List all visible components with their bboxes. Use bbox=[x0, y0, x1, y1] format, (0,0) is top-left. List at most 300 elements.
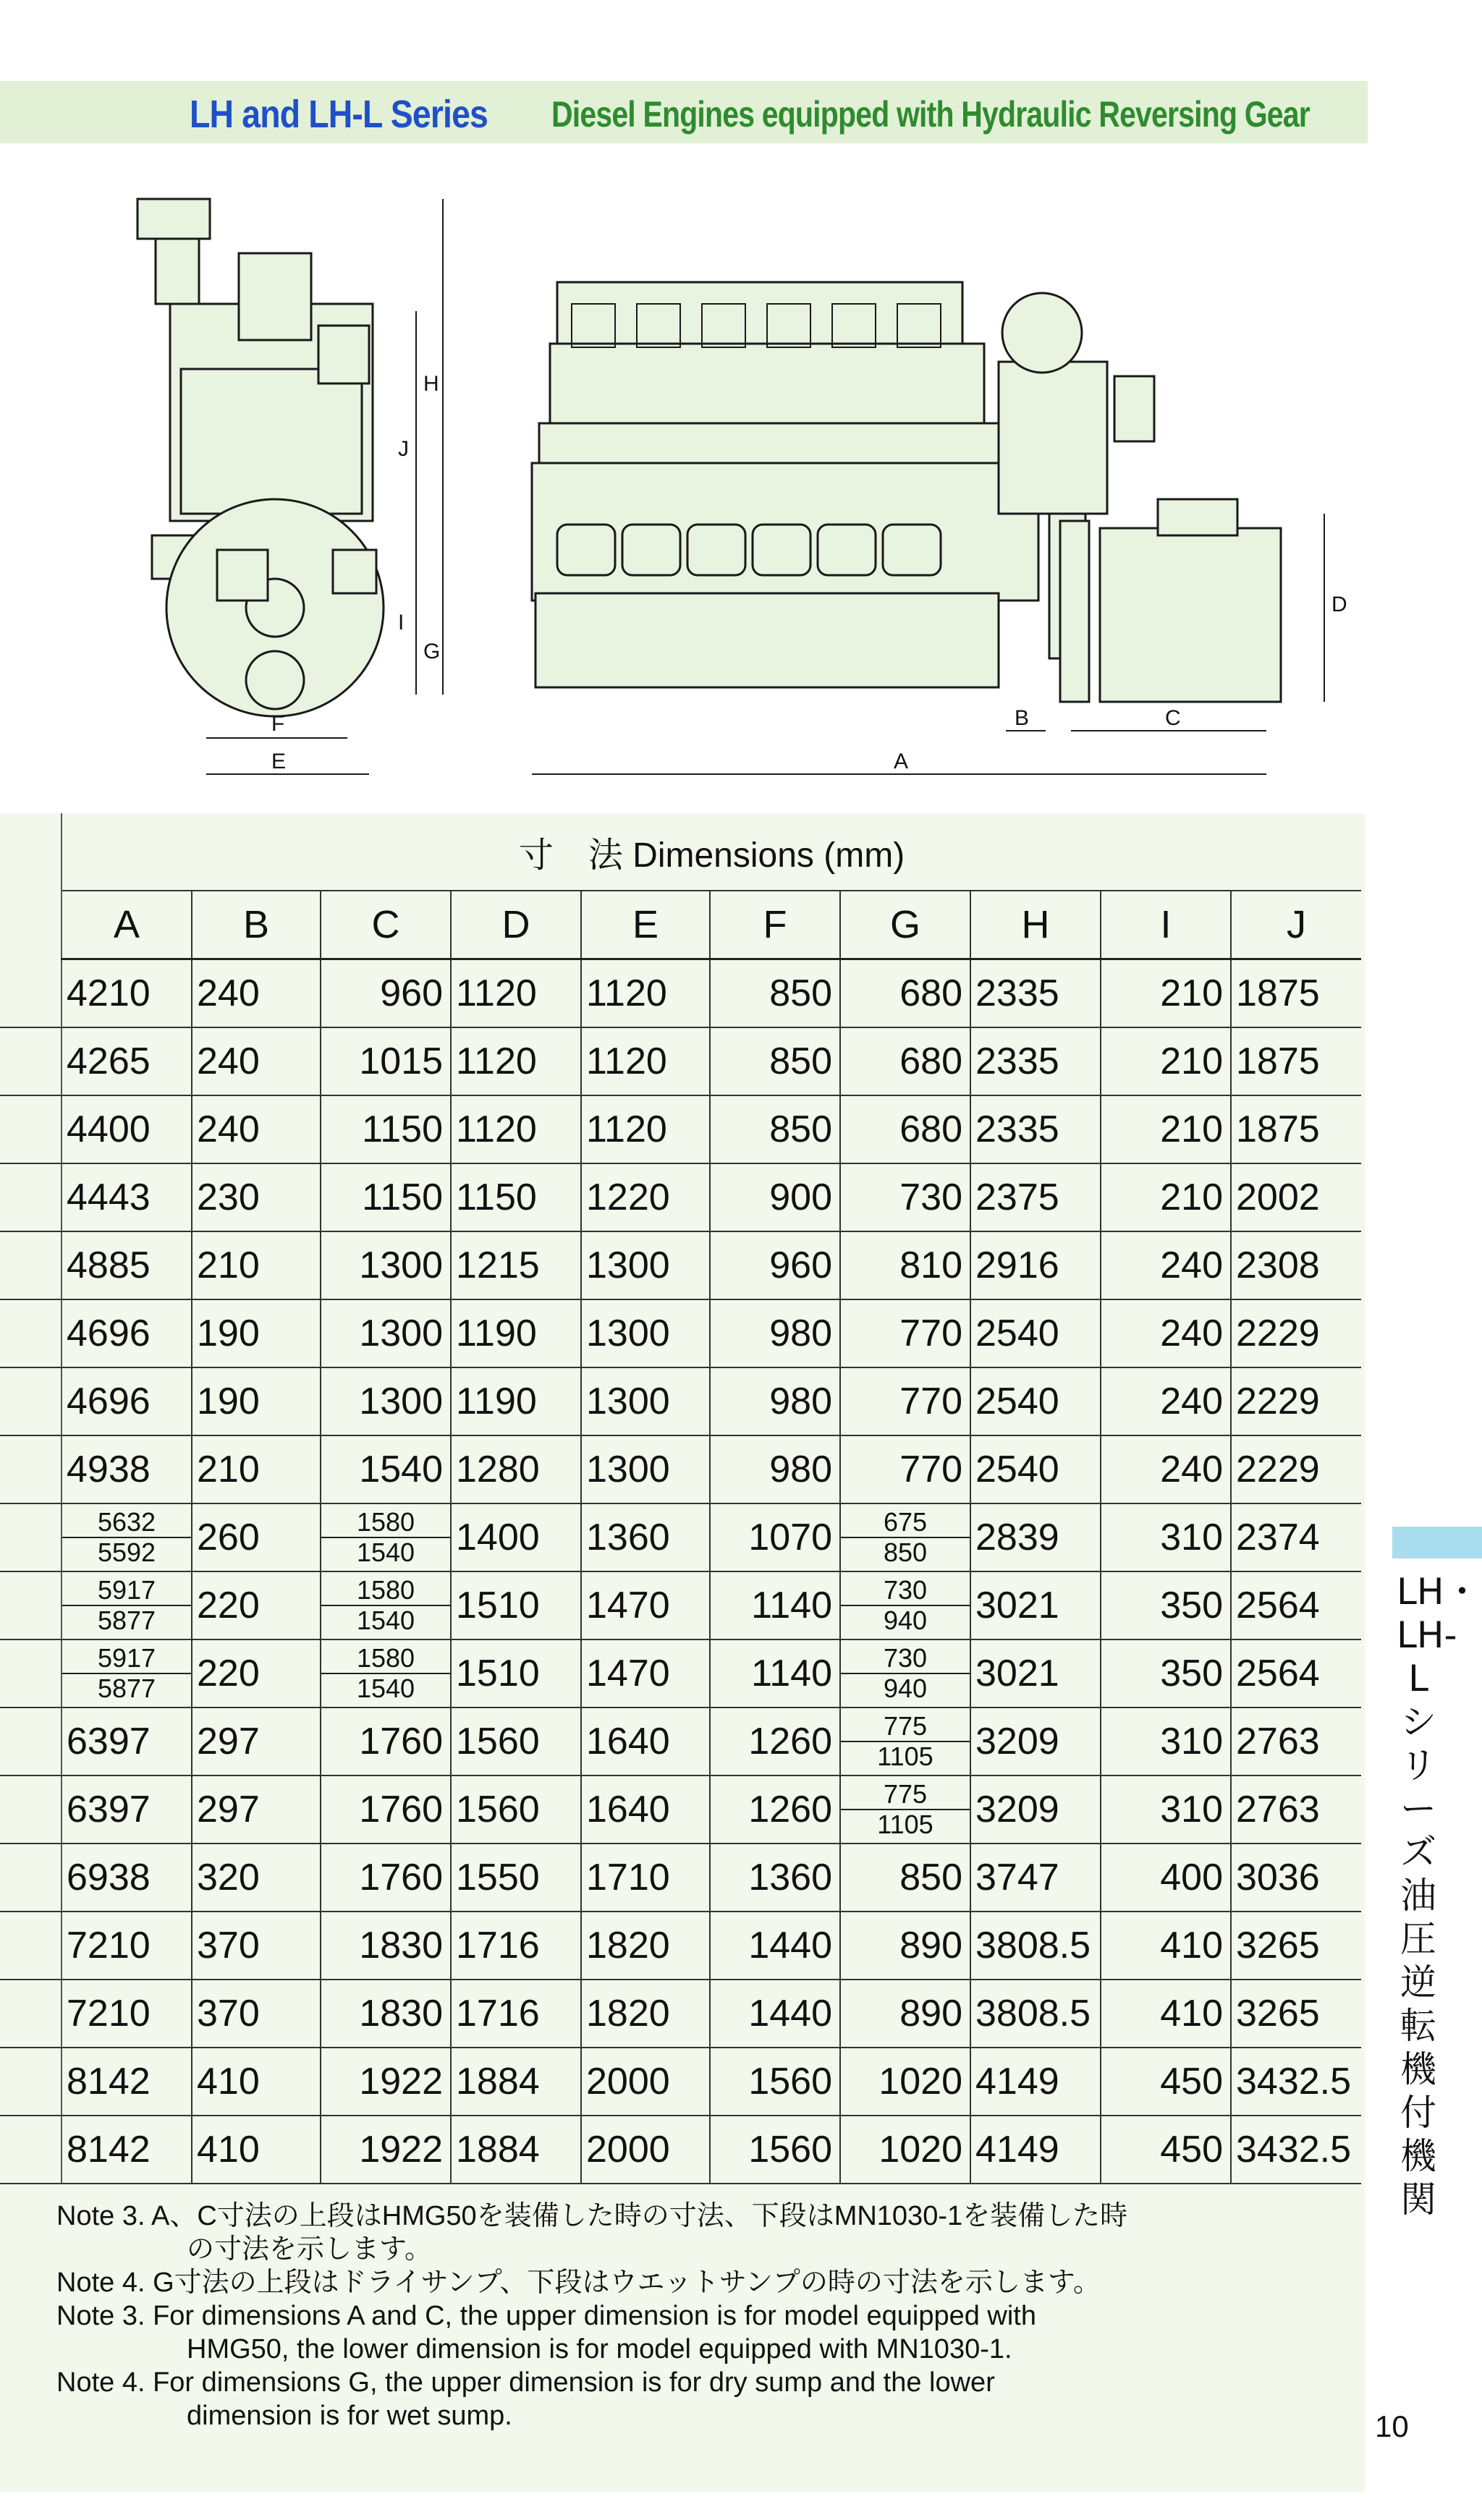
cell-i bbox=[1101, 1912, 1231, 1980]
note-3-ja-line-1: Note 3. A、C寸法の上段はHMG50を装備した時の寸法、下段はMN1030-1を装備した時 bbox=[56, 2201, 1128, 2231]
cell-d bbox=[451, 1980, 581, 2048]
cell-value: 8142 bbox=[67, 2129, 151, 2171]
cell-value: 310 bbox=[1160, 1721, 1223, 1762]
cell-value: 960 bbox=[380, 972, 443, 1014]
cell-value: 240 bbox=[197, 972, 260, 1014]
cell-h bbox=[970, 1980, 1101, 2048]
cell-b bbox=[192, 1299, 321, 1367]
cell-f bbox=[710, 1776, 840, 1844]
cell-b bbox=[192, 959, 321, 1028]
cell-h bbox=[970, 1844, 1101, 1912]
cell-value: 850 bbox=[899, 1857, 962, 1899]
table-row bbox=[0, 1503, 1361, 1571]
cell-f bbox=[710, 1163, 840, 1231]
cell-a bbox=[62, 1844, 192, 1912]
cell-c bbox=[321, 1231, 451, 1299]
cell-g bbox=[840, 1912, 970, 1980]
cell-value: 210 bbox=[1160, 1176, 1223, 1218]
cell-value: 1470 bbox=[586, 1653, 670, 1694]
cell-value: 980 bbox=[769, 1312, 832, 1354]
cell-value: 2763 bbox=[1236, 1789, 1320, 1830]
cell-e bbox=[581, 959, 710, 1028]
cell-value: 680 bbox=[899, 972, 962, 1014]
cell-d bbox=[451, 2116, 581, 2184]
cell-c bbox=[321, 1776, 451, 1844]
cell-c bbox=[321, 2116, 451, 2184]
row-side-cell bbox=[0, 1707, 62, 1776]
cell-lower-value: 940 bbox=[883, 1605, 928, 1635]
cell-e bbox=[581, 1435, 710, 1503]
cell-value: 2540 bbox=[975, 1380, 1059, 1422]
front-view-engine bbox=[137, 199, 384, 716]
cell-value: 410 bbox=[1160, 1925, 1223, 1967]
cell-e bbox=[581, 1027, 710, 1095]
table-row bbox=[0, 1095, 1361, 1163]
cell-j bbox=[1231, 1027, 1361, 1095]
cell-value: 1820 bbox=[586, 1993, 670, 2035]
page-title bbox=[190, 85, 1310, 143]
cell-value: 2229 bbox=[1236, 1312, 1320, 1354]
cell-a bbox=[62, 1299, 192, 1367]
cell-f bbox=[710, 1435, 840, 1503]
cell-d bbox=[451, 1639, 581, 1707]
cell-value: 4400 bbox=[67, 1108, 151, 1150]
cell-a bbox=[62, 1639, 192, 1707]
cell-value: 980 bbox=[769, 1448, 832, 1490]
cell-lower-value: 1105 bbox=[877, 1810, 933, 1839]
cell-value: 1560 bbox=[748, 2129, 832, 2171]
cell-c bbox=[321, 1367, 451, 1435]
cell-g bbox=[840, 1776, 970, 1844]
dim-label-g: G bbox=[423, 640, 441, 663]
cell-c bbox=[321, 959, 451, 1028]
row-side-cell bbox=[0, 1776, 62, 1844]
cell-upper-value: 730 bbox=[841, 1644, 970, 1674]
note-3-en-line-2: HMG50, the lower dimension is for model equipped with MN1030-1. bbox=[187, 2334, 1012, 2364]
cell-upper-value: 1580 bbox=[321, 1644, 450, 1674]
cell-j bbox=[1231, 959, 1361, 1028]
cell-a bbox=[62, 1503, 192, 1571]
cell-i bbox=[1101, 1639, 1231, 1707]
cell-g bbox=[840, 1707, 970, 1776]
cell-f bbox=[710, 1980, 840, 2048]
cell-value: 1015 bbox=[359, 1040, 443, 1082]
cell-c bbox=[321, 1095, 451, 1163]
cell-d bbox=[451, 1095, 581, 1163]
row-side-cell bbox=[0, 1639, 62, 1707]
cell-value: 1070 bbox=[748, 1516, 832, 1558]
column-header-e: E bbox=[581, 891, 710, 959]
cell-e bbox=[581, 1163, 710, 1231]
table-side-cell bbox=[0, 813, 62, 959]
cell-e bbox=[581, 1912, 710, 1980]
cell-g bbox=[840, 2048, 970, 2116]
cell-value: 1440 bbox=[748, 1993, 832, 2035]
cell-value: 1190 bbox=[456, 1380, 537, 1422]
cell-value: 1550 bbox=[456, 1857, 540, 1899]
cell-value: 310 bbox=[1160, 1789, 1223, 1830]
cell-g bbox=[840, 1639, 970, 1707]
cell-value: 1875 bbox=[1236, 972, 1320, 1014]
cell-value: 6938 bbox=[67, 1857, 151, 1899]
cell-value: 4696 bbox=[67, 1312, 151, 1354]
cell-g bbox=[840, 2116, 970, 2184]
cell-value: 210 bbox=[197, 1448, 260, 1490]
cell-value: 2335 bbox=[975, 1040, 1059, 1082]
cell-value: 210 bbox=[1160, 1108, 1223, 1150]
cell-a bbox=[62, 1571, 192, 1639]
cell-value: 4149 bbox=[975, 2061, 1059, 2103]
cell-value: 1120 bbox=[456, 1040, 537, 1082]
cell-i bbox=[1101, 1435, 1231, 1503]
cell-b bbox=[192, 1367, 321, 1435]
cell-g bbox=[840, 1027, 970, 1095]
cell-value: 1830 bbox=[359, 1925, 443, 1967]
cell-upper-value: 1580 bbox=[321, 1576, 450, 1606]
cell-value: 1220 bbox=[586, 1176, 670, 1218]
cell-d bbox=[451, 1707, 581, 1776]
cell-a bbox=[62, 1980, 192, 2048]
column-header-row bbox=[0, 891, 1361, 959]
cell-e bbox=[581, 1639, 710, 1707]
cell-value: 8142 bbox=[67, 2061, 151, 2103]
cell-value: 1540 bbox=[359, 1448, 443, 1490]
cell-value: 3432.5 bbox=[1236, 2061, 1352, 2103]
cell-value: 1150 bbox=[362, 1108, 443, 1150]
cell-j bbox=[1231, 1095, 1361, 1163]
cell-d bbox=[451, 1503, 581, 1571]
cell-i bbox=[1101, 959, 1231, 1028]
cell-j bbox=[1231, 1776, 1361, 1844]
cell-g bbox=[840, 1163, 970, 1231]
cell-value: 850 bbox=[769, 1108, 832, 1150]
cell-j bbox=[1231, 1367, 1361, 1435]
cell-value: 2335 bbox=[975, 1108, 1059, 1150]
cell-e bbox=[581, 2116, 710, 2184]
cell-value: 1875 bbox=[1236, 1108, 1320, 1150]
cell-h bbox=[970, 959, 1101, 1028]
cell-value: 1875 bbox=[1236, 1040, 1320, 1082]
table-row bbox=[0, 1163, 1361, 1231]
cell-g bbox=[840, 1367, 970, 1435]
cell-i bbox=[1101, 2116, 1231, 2184]
cell-value: 900 bbox=[769, 1176, 832, 1218]
cell-b bbox=[192, 1095, 321, 1163]
cell-value: 4696 bbox=[67, 1380, 151, 1422]
cell-upper-value: 5917 bbox=[62, 1576, 191, 1606]
cell-lower-value: 5877 bbox=[97, 1673, 156, 1703]
table-row bbox=[0, 1707, 1361, 1776]
cell-value: 1400 bbox=[456, 1516, 540, 1558]
cell-value: 210 bbox=[1160, 1040, 1223, 1082]
cell-c bbox=[321, 1980, 451, 2048]
cell-value: 190 bbox=[197, 1312, 260, 1354]
cell-i bbox=[1101, 1844, 1231, 1912]
cell-value: 4149 bbox=[975, 2129, 1059, 2171]
cell-a bbox=[62, 1231, 192, 1299]
cell-value: 3265 bbox=[1236, 1925, 1320, 1967]
cell-b bbox=[192, 1639, 321, 1707]
cell-h bbox=[970, 1707, 1101, 1776]
cell-value: 2375 bbox=[975, 1176, 1059, 1218]
row-side-cell bbox=[0, 1367, 62, 1435]
cell-f bbox=[710, 1299, 840, 1367]
cell-lower-value: 1105 bbox=[877, 1741, 933, 1771]
cell-value: 1640 bbox=[586, 1721, 670, 1762]
cell-b bbox=[192, 2116, 321, 2184]
cell-upper-value: 5632 bbox=[62, 1508, 191, 1538]
cell-value: 2763 bbox=[1236, 1721, 1320, 1762]
cell-j bbox=[1231, 1163, 1361, 1231]
cell-value: 7210 bbox=[67, 1925, 151, 1967]
cell-d bbox=[451, 2048, 581, 2116]
dim-label-h: H bbox=[423, 372, 439, 396]
cell-value: 450 bbox=[1160, 2061, 1223, 2103]
cell-value: 350 bbox=[1160, 1653, 1223, 1694]
cell-f bbox=[710, 1095, 840, 1163]
page-number: 10 bbox=[1375, 2409, 1409, 2443]
cell-a bbox=[62, 1912, 192, 1980]
table-row bbox=[0, 1844, 1361, 1912]
cell-value: 230 bbox=[197, 1176, 260, 1218]
cell-e bbox=[581, 1707, 710, 1776]
cell-value: 450 bbox=[1160, 2129, 1223, 2171]
cell-c bbox=[321, 1912, 451, 1980]
cell-lower-value: 1540 bbox=[356, 1673, 415, 1703]
cell-value: 220 bbox=[197, 1653, 260, 1694]
cell-e bbox=[581, 1844, 710, 1912]
cell-f bbox=[710, 2048, 840, 2116]
cell-value: 297 bbox=[197, 1721, 260, 1762]
cell-value: 2000 bbox=[586, 2061, 670, 2103]
cell-value: 1760 bbox=[359, 1789, 443, 1830]
cell-value: 210 bbox=[1160, 972, 1223, 1014]
cell-j bbox=[1231, 2116, 1361, 2184]
column-header-j: J bbox=[1231, 891, 1361, 959]
cell-value: 400 bbox=[1160, 1857, 1223, 1899]
cell-i bbox=[1101, 1299, 1231, 1367]
cell-a bbox=[62, 1163, 192, 1231]
cell-value: 7210 bbox=[67, 1993, 151, 2035]
row-side-cell bbox=[0, 1435, 62, 1503]
cell-value: 1560 bbox=[456, 1789, 540, 1830]
cell-value: 1820 bbox=[586, 1925, 670, 1967]
cell-lower-value: 1540 bbox=[356, 1537, 415, 1567]
cell-value: 850 bbox=[769, 1040, 832, 1082]
table-row bbox=[0, 1367, 1361, 1435]
note-4-ja: Note 4. G寸法の上段はドライサンプ、下段はウエットサンプの時の寸法を示します。 bbox=[56, 2267, 1101, 2298]
cell-value: 770 bbox=[899, 1380, 962, 1422]
cell-value: 240 bbox=[1160, 1312, 1223, 1354]
row-side-cell bbox=[0, 1844, 62, 1912]
cell-g bbox=[840, 1231, 970, 1299]
cell-b bbox=[192, 2048, 321, 2116]
cell-i bbox=[1101, 2048, 1231, 2116]
row-side-cell bbox=[0, 2048, 62, 2116]
cell-d bbox=[451, 1299, 581, 1367]
table-row bbox=[0, 2048, 1361, 2116]
cell-value: 410 bbox=[197, 2061, 260, 2103]
cell-f bbox=[710, 1707, 840, 1776]
cell-a bbox=[62, 1707, 192, 1776]
cell-h bbox=[970, 1367, 1101, 1435]
cell-value: 1120 bbox=[456, 1108, 537, 1150]
cell-value: 680 bbox=[899, 1040, 962, 1082]
cell-h bbox=[970, 1503, 1101, 1571]
cell-lower-value: 1540 bbox=[356, 1605, 415, 1635]
notes bbox=[56, 2199, 1359, 2432]
cell-value: 1260 bbox=[748, 1789, 832, 1830]
cell-h bbox=[970, 1095, 1101, 1163]
cell-value: 1120 bbox=[586, 1108, 667, 1150]
cell-h bbox=[970, 1027, 1101, 1095]
cell-value: 1760 bbox=[359, 1721, 443, 1762]
cell-d bbox=[451, 959, 581, 1028]
cell-a bbox=[62, 2048, 192, 2116]
cell-value: 2000 bbox=[586, 2129, 670, 2171]
cell-value: 3808.5 bbox=[975, 1925, 1091, 1967]
cell-g bbox=[840, 1435, 970, 1503]
cell-upper-value: 675 bbox=[841, 1508, 970, 1538]
cell-value: 310 bbox=[1160, 1516, 1223, 1558]
cell-e bbox=[581, 1503, 710, 1571]
cell-b bbox=[192, 1027, 321, 1095]
engine-drawing bbox=[0, 159, 1482, 796]
cell-f bbox=[710, 1571, 840, 1639]
cell-f bbox=[710, 1844, 840, 1912]
cell-b bbox=[192, 1571, 321, 1639]
cell-i bbox=[1101, 1027, 1231, 1095]
cell-value: 890 bbox=[899, 1925, 962, 1967]
cell-value: 1640 bbox=[586, 1789, 670, 1830]
cell-a bbox=[62, 959, 192, 1028]
cell-value: 770 bbox=[899, 1448, 962, 1490]
cell-a bbox=[62, 1367, 192, 1435]
cell-h bbox=[970, 1163, 1101, 1231]
cell-j bbox=[1231, 1231, 1361, 1299]
cell-e bbox=[581, 1231, 710, 1299]
cell-value: 2564 bbox=[1236, 1584, 1320, 1626]
cell-value: 2540 bbox=[975, 1448, 1059, 1490]
cell-j bbox=[1231, 1639, 1361, 1707]
cell-value: 3265 bbox=[1236, 1993, 1320, 2035]
cell-value: 1140 bbox=[751, 1653, 832, 1694]
cell-b bbox=[192, 1231, 321, 1299]
cell-b bbox=[192, 1707, 321, 1776]
cell-value: 1884 bbox=[456, 2061, 540, 2103]
row-side-cell bbox=[0, 1027, 62, 1095]
cell-value: 1190 bbox=[456, 1312, 537, 1354]
cell-value: 240 bbox=[1160, 1244, 1223, 1286]
cell-value: 2839 bbox=[975, 1516, 1059, 1558]
cell-value: 220 bbox=[197, 1584, 260, 1626]
cell-value: 810 bbox=[899, 1244, 962, 1286]
column-header-d: D bbox=[451, 891, 581, 959]
note-4-en-line-2: dimension is for wet sump. bbox=[187, 2401, 512, 2431]
note-3-en-line-1: Note 3. For dimensions A and C, the upper dimension is for model equipped with bbox=[56, 2301, 1036, 2331]
cell-value: 1922 bbox=[359, 2061, 443, 2103]
cell-j bbox=[1231, 1503, 1361, 1571]
side-tab-bar bbox=[1392, 1527, 1482, 1558]
cell-lower-value: 5877 bbox=[97, 1605, 156, 1635]
cell-j bbox=[1231, 2048, 1361, 2116]
cell-a bbox=[62, 1027, 192, 1095]
cell-e bbox=[581, 1299, 710, 1367]
cell-h bbox=[970, 1639, 1101, 1707]
cell-value: 240 bbox=[197, 1108, 260, 1150]
row-side-cell bbox=[0, 1163, 62, 1231]
cell-value: 1300 bbox=[359, 1244, 443, 1286]
cell-g bbox=[840, 1980, 970, 2048]
cell-value: 850 bbox=[769, 972, 832, 1014]
cell-h bbox=[970, 1571, 1101, 1639]
cell-value: 1884 bbox=[456, 2129, 540, 2171]
cell-value: 1120 bbox=[586, 972, 667, 1014]
cell-d bbox=[451, 1367, 581, 1435]
cell-value: 1300 bbox=[586, 1244, 670, 1286]
cell-value: 6397 bbox=[67, 1789, 151, 1830]
dim-label-e: E bbox=[271, 750, 287, 773]
column-header-f: F bbox=[710, 891, 840, 959]
table-caption: 寸 法 Dimensions (mm) bbox=[62, 813, 1361, 891]
cell-value: 4443 bbox=[67, 1176, 151, 1218]
cell-a bbox=[62, 1776, 192, 1844]
cell-value: 770 bbox=[899, 1312, 962, 1354]
table-row bbox=[0, 1639, 1361, 1707]
dimensions-table bbox=[0, 813, 1361, 2184]
cell-value: 2564 bbox=[1236, 1653, 1320, 1694]
cell-e bbox=[581, 1571, 710, 1639]
cell-value: 240 bbox=[1160, 1380, 1223, 1422]
cell-value: 3209 bbox=[975, 1789, 1059, 1830]
cell-d bbox=[451, 1163, 581, 1231]
cell-i bbox=[1101, 1231, 1231, 1299]
row-side-cell bbox=[0, 1571, 62, 1639]
cell-g bbox=[840, 959, 970, 1028]
table-row bbox=[0, 1435, 1361, 1503]
cell-d bbox=[451, 1571, 581, 1639]
cell-value: 2308 bbox=[1236, 1244, 1320, 1286]
table-row bbox=[0, 1912, 1361, 1980]
column-header-c: C bbox=[321, 891, 451, 959]
cell-h bbox=[970, 1912, 1101, 1980]
cell-value: 1716 bbox=[456, 1925, 540, 1967]
cell-value: 3021 bbox=[975, 1653, 1059, 1694]
cell-value: 2335 bbox=[975, 972, 1059, 1014]
row-side-cell bbox=[0, 1299, 62, 1367]
cell-value: 1470 bbox=[586, 1584, 670, 1626]
table-row bbox=[0, 1299, 1361, 1367]
cell-e bbox=[581, 1095, 710, 1163]
cell-i bbox=[1101, 1776, 1231, 1844]
cell-i bbox=[1101, 1980, 1231, 2048]
table-row bbox=[0, 1571, 1361, 1639]
cell-b bbox=[192, 1435, 321, 1503]
cell-value: 1716 bbox=[456, 1993, 540, 2035]
cell-value: 1440 bbox=[748, 1925, 832, 1967]
cell-value: 6397 bbox=[67, 1721, 151, 1762]
cell-value: 2374 bbox=[1236, 1516, 1320, 1558]
cell-g bbox=[840, 1571, 970, 1639]
cell-value: 1300 bbox=[359, 1380, 443, 1422]
cell-b bbox=[192, 1503, 321, 1571]
row-side-cell bbox=[0, 1231, 62, 1299]
cell-value: 1300 bbox=[359, 1312, 443, 1354]
cell-value: 4210 bbox=[67, 972, 151, 1014]
table-row bbox=[0, 1776, 1361, 1844]
cell-j bbox=[1231, 1707, 1361, 1776]
cell-g bbox=[840, 1503, 970, 1571]
